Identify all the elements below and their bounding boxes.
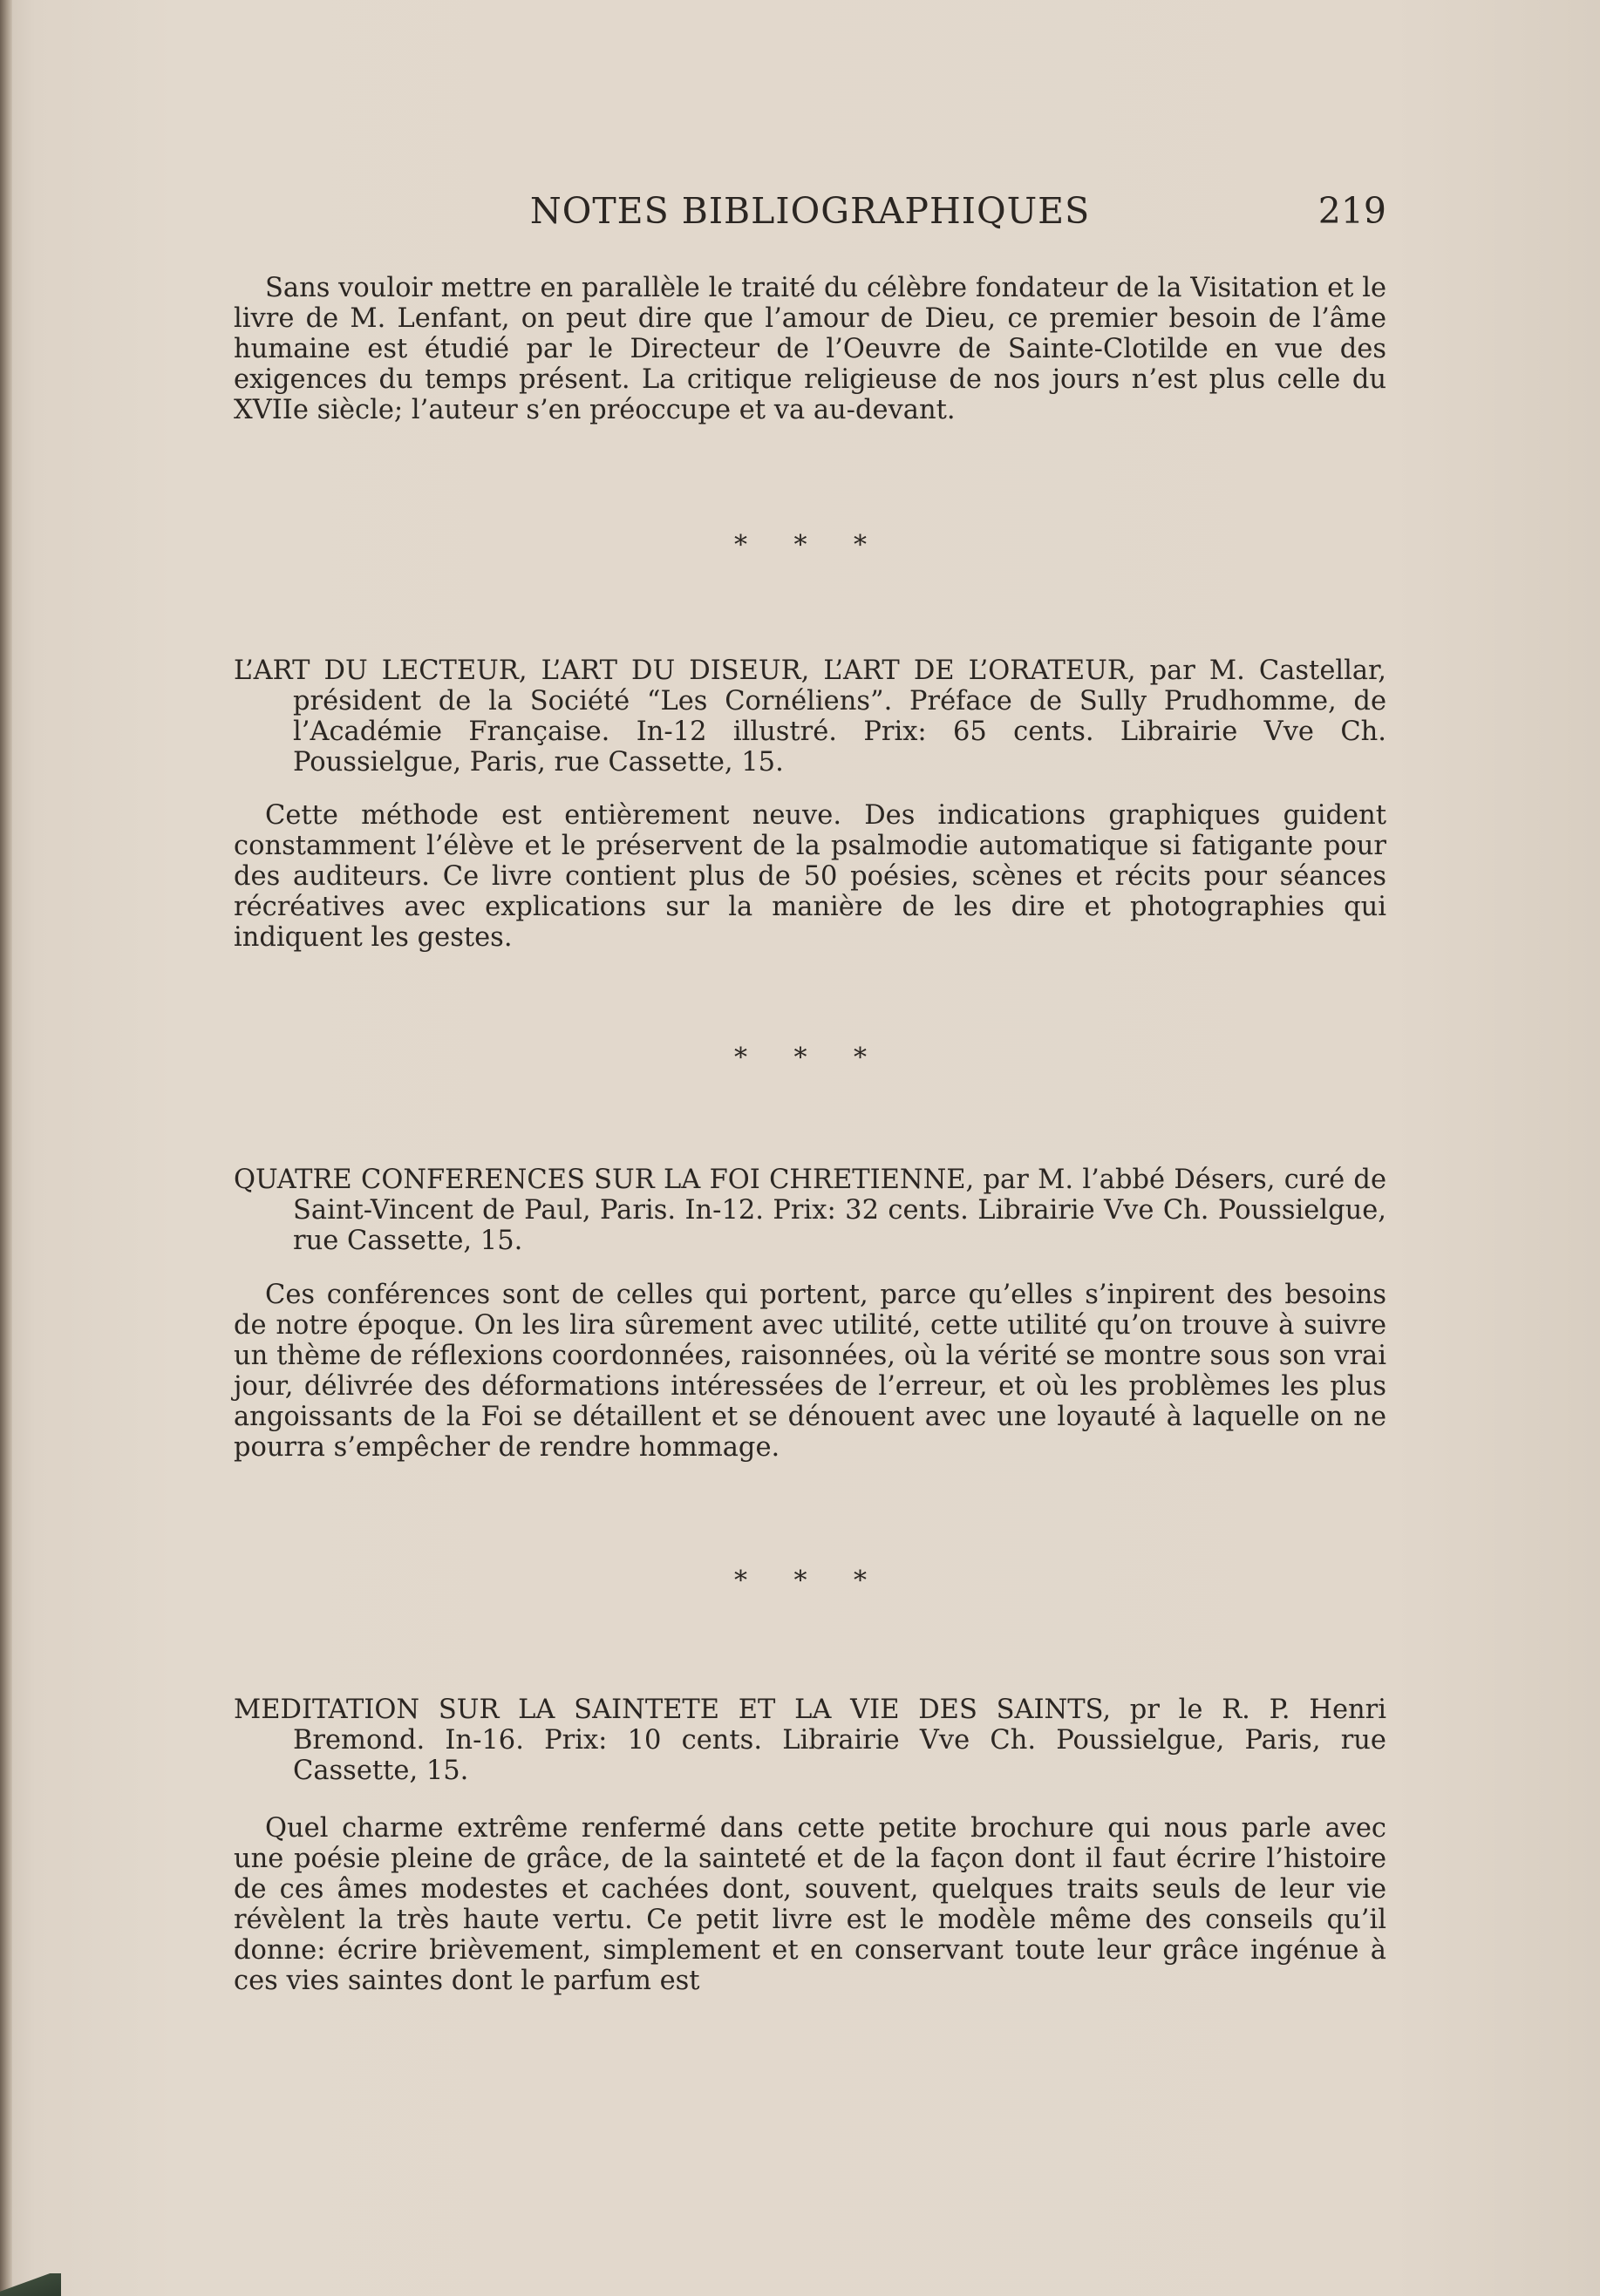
section-separator: * * * [733,1566,887,1596]
entry-3-review-block [234,1813,1386,1996]
entry-3-review: Quel charme extrême renfermé dans cette petite brochure qui nous parle avec une poésie pleine de grâce, de la sainteté et de la façon dont il faut écrire l’histoire de ces âmes modestes et cachées dont, souvent, quelques traits seuls de leur vie révèlent la très haute vertu. Ce petit livre est le modèle même des conseils qu’il donne: écrire brièvement, simplement et en conservant toute leur grâce ingénue à ces vies saintes dont le parfum est [234,1813,1386,1996]
page-number: 219 [1317,190,1386,232]
entry-3-citation: MEDITATION SUR LA SAINTETE ET LA VIE DES SAINTS, pr le R. P. Henri Bremond. In-16. Prix: 10 cents. Librairie Vve Ch. Poussielgue, Paris, rue Cassette, 15. [234,1695,1386,1786]
book-spine-shadow [0,0,12,2296]
entry-1-citation: L’ART DU LECTEUR, L’ART DU DISEUR, L’ART DE L’ORATEUR, par M. Castellar, président de la Société “Les Cornéliens”. Préface de Sully Prudhomme, de l’Académie Française. In-12 illustré. Prix: 65 cents. Librairie Vve Ch. Poussielgue, Paris, rue Cassette, 15. [234,656,1386,778]
entry-2-citation: QUATRE CONFERENCES SUR LA FOI CHRETIENNE, par M. l’abbé Désers, curé de Saint-Vincent de Paul, Paris. In-12. Prix: 32 cents. Librairie Vve Ch. Poussielgue, rue Cassette, 15. [234,1165,1386,1256]
opening-paragraph [234,273,1386,425]
page-header [234,190,1386,242]
section-separator: * * * [733,1043,887,1073]
entry-1-review: Cette méthode est entièrement neuve. Des indications graphiques guident constamment l’élève et le préservent de la psalmodie automatique si fatigante pour des auditeurs. Ce livre contient plus de 50 poésies, scènes et récits pour séances récréatives avec explications sur la manière de les dire et photographies qui indiquent les gestes. [234,800,1386,953]
entry-1-review-block [234,800,1386,953]
running-title: NOTES BIBLIOGRAPHIQUES [529,190,1091,232]
section-separator: * * * [733,530,887,560]
entry-2-review: Ces conférences sont de celles qui portent, parce qu’elles s’inpirent des besoins de notre époque. On les lira sûrement avec utilité, cette utilité qu’on trouve à suivre un thème de réflexions coordonnées, raisonnées, où la vérité se montre sous son vrai jour, délivrée des déformations intéressées de l’erreur, et où les problèmes les plus angoissants de la Foi se détaillent et se dénouent avec une loyauté à laquelle on ne pourra s’empêcher de rendre hommage. [234,1280,1386,1463]
entry-2-review-block [234,1280,1386,1463]
entry-3 [234,1695,1386,1786]
paragraph: Sans vouloir mettre en parallèle le traité du célèbre fondateur de la Visitation et le livre de M. Lenfant, on peut dire que l’amour de Dieu, ce premier besoin de l’âme humaine est étudié par le Directeur de l’Oeuvre de Sainte-Clotilde en vue des exigences du temps présent. La critique religieuse de nos jours n’est plus celle du XVIIe siècle; l’auteur s’en préoccupe et va au-devant. [234,273,1386,425]
entry-2 [234,1165,1386,1256]
cover-corner [0,2273,61,2296]
entry-1 [234,656,1386,778]
